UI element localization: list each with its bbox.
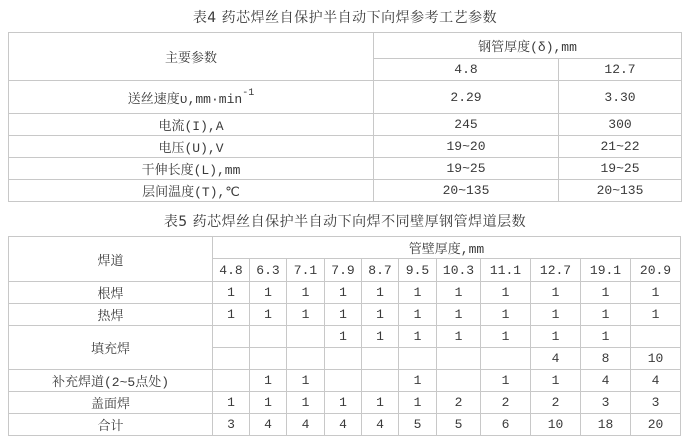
value-cell: 1 [481, 326, 531, 348]
table4-parameters-table [8, 32, 682, 202]
value-cell: 1 [531, 370, 581, 392]
value-cell: 1 [531, 304, 581, 326]
value-cell: 20 [631, 414, 681, 436]
value-cell: 1 [531, 282, 581, 304]
table-row [9, 136, 682, 158]
value-cell: 3 [631, 392, 681, 414]
value-cell: 3 [213, 414, 250, 436]
table-row [9, 180, 682, 202]
value-cell: 4 [325, 414, 362, 436]
value-cell [213, 370, 250, 392]
value-cell: 4 [631, 370, 681, 392]
value-cell [325, 348, 362, 370]
table-row [9, 326, 681, 348]
value-cell: 4 [287, 414, 325, 436]
value-cell: 2 [481, 392, 531, 414]
value-cell [287, 348, 325, 370]
value-cell: 1 [213, 392, 250, 414]
value-cell: 1 [481, 304, 531, 326]
value-cell: 1 [481, 370, 531, 392]
value-cell: 1 [213, 282, 250, 304]
table-row [9, 282, 681, 304]
value-cell: 21~22 [559, 136, 682, 158]
value-cell: 20~135 [374, 180, 559, 202]
value-cell: 18 [581, 414, 631, 436]
value-cell [250, 348, 287, 370]
value-cell: 10 [531, 414, 581, 436]
value-cell: 19~20 [374, 136, 559, 158]
row-label-cell: 合计 [9, 414, 213, 436]
table5-title: 表5 药芯焊丝自保护半自动下向焊不同壁厚钢管焊道层数 [163, 214, 527, 230]
table-row [9, 304, 681, 326]
value-cell: 245 [374, 114, 559, 136]
value-cell: 1 [362, 304, 399, 326]
value-cell: 1 [581, 326, 631, 348]
table-row [9, 392, 681, 414]
table-row [9, 370, 681, 392]
value-cell: 1 [362, 326, 399, 348]
thickness-value-cell: 7.1 [287, 259, 325, 282]
value-cell: 1 [581, 304, 631, 326]
table-row [9, 114, 682, 136]
thickness-value-cell: 7.9 [325, 259, 362, 282]
row-label-cell: 送丝速度$\upsilon,mm\cdot\min^{-1}$ [9, 81, 374, 114]
thickness-value-cell: 20.9 [631, 259, 681, 282]
superscript: -1 [242, 88, 255, 100]
value-cell [437, 370, 481, 392]
value-cell: 6 [481, 414, 531, 436]
value-cell: 1 [531, 326, 581, 348]
value-cell: 1 [481, 282, 531, 304]
thickness-value-cell: 10.3 [437, 259, 481, 282]
row-label-cell: 补充焊道(2~5点处) [9, 370, 213, 392]
value-cell: 1 [325, 392, 362, 414]
value-cell: 1 [250, 304, 287, 326]
value-cell: 5 [437, 414, 481, 436]
value-cell: 1 [437, 304, 481, 326]
thickness-value-cell: 12.7 [559, 59, 682, 81]
value-cell: 1 [287, 282, 325, 304]
value-cell [362, 370, 399, 392]
value-cell: 2 [531, 392, 581, 414]
thickness-value-cell: 9.5 [399, 259, 437, 282]
row-label-cell: 热焊 [9, 304, 213, 326]
value-cell: 19~25 [559, 158, 682, 180]
value-cell: 1 [437, 282, 481, 304]
value-cell: 1 [325, 282, 362, 304]
value-cell: 1 [250, 392, 287, 414]
table4-param-header-cell: 主要参数 [9, 33, 374, 81]
value-cell: 1 [631, 304, 681, 326]
value-cell [325, 370, 362, 392]
value-cell: 1 [250, 370, 287, 392]
value-cell: 1 [362, 392, 399, 414]
value-cell: 1 [287, 304, 325, 326]
value-cell: 4 [362, 414, 399, 436]
thickness-value-cell: 6.3 [250, 259, 287, 282]
value-cell: 1 [399, 282, 437, 304]
value-cell: 1 [287, 370, 325, 392]
thickness-value-cell: 11.1 [481, 259, 531, 282]
table5-pass-header-cell: 焊道 [9, 237, 213, 282]
row-label-cell: 盖面焊 [9, 392, 213, 414]
value-cell: 2.29 [374, 81, 559, 114]
value-cell: 1 [399, 304, 437, 326]
table-row [9, 414, 681, 436]
value-cell: 1 [399, 392, 437, 414]
value-cell: 1 [362, 282, 399, 304]
value-cell [213, 348, 250, 370]
value-cell: 20~135 [559, 180, 682, 202]
value-cell [631, 326, 681, 348]
row-label-cell: 电流(I),A [9, 114, 374, 136]
row-label-cell: 填充焊 [9, 326, 213, 370]
table4-header-row-1 [9, 33, 682, 59]
value-cell: 1 [250, 282, 287, 304]
table4-title: 表4 药芯焊丝自保护半自动下向焊参考工艺参数 [192, 10, 498, 26]
value-cell: 1 [399, 370, 437, 392]
value-cell: 1 [213, 304, 250, 326]
value-cell: 4 [250, 414, 287, 436]
thickness-value-cell: 12.7 [531, 259, 581, 282]
table5-thickness-header-cell: 管壁厚度,mm [213, 237, 681, 259]
row-label-cell: 层间温度(T),℃ [9, 180, 374, 202]
value-cell: 4 [531, 348, 581, 370]
value-cell: 3 [581, 392, 631, 414]
value-cell: 19~25 [374, 158, 559, 180]
value-cell: 5 [399, 414, 437, 436]
row-label-cell: 电压(U),V [9, 136, 374, 158]
value-cell [250, 326, 287, 348]
table4-thickness-header-cell: 钢管厚度(δ),mm [374, 33, 682, 59]
value-cell [481, 348, 531, 370]
thickness-value-cell: 4.8 [374, 59, 559, 81]
thickness-value-cell: 4.8 [213, 259, 250, 282]
row-label-cell: 干伸长度(L),mm [9, 158, 374, 180]
thickness-value-cell: 8.7 [362, 259, 399, 282]
value-cell: 1 [287, 392, 325, 414]
table5-header-row-1 [9, 237, 681, 259]
value-cell: 10 [631, 348, 681, 370]
value-cell: 1 [325, 326, 362, 348]
thickness-value-cell: 19.1 [581, 259, 631, 282]
row-label-cell: 根焊 [9, 282, 213, 304]
value-cell: 4 [581, 370, 631, 392]
value-cell: 300 [559, 114, 682, 136]
table-row [9, 158, 682, 180]
value-cell [287, 326, 325, 348]
value-cell [437, 348, 481, 370]
value-cell: 1 [437, 326, 481, 348]
value-cell: 1 [325, 304, 362, 326]
value-cell: 3.30 [559, 81, 682, 114]
value-cell [399, 348, 437, 370]
value-cell: 1 [581, 282, 631, 304]
table5-weld-layers-table [8, 236, 681, 436]
value-cell: 8 [581, 348, 631, 370]
value-cell: 2 [437, 392, 481, 414]
value-cell: 1 [399, 326, 437, 348]
value-cell [213, 326, 250, 348]
table-row [9, 81, 682, 114]
value-cell [362, 348, 399, 370]
value-cell: 1 [631, 282, 681, 304]
